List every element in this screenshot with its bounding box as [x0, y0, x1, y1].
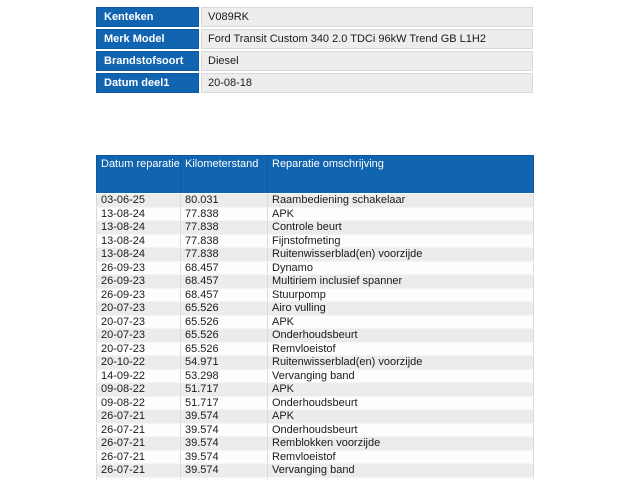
table-row: [97, 302, 534, 316]
cell-reparatie-omschrijving: Airo vulling: [268, 302, 534, 316]
table-row: [97, 342, 534, 356]
cell-kilometerstand: 39.574: [181, 464, 268, 478]
cell-reparatie-omschrijving: Onderhoudsbeurt: [268, 423, 534, 437]
vehicle-info-row: [96, 51, 533, 71]
vehicle-info-label: Kenteken: [96, 7, 199, 27]
cell-reparatie-omschrijving: Controle beurt: [268, 221, 534, 235]
table-row: [97, 410, 534, 424]
cell-reparatie-omschrijving: Raambediening schakelaar: [268, 194, 534, 208]
table-row: [97, 464, 534, 478]
cell-datum-reparatie: 26-07-21: [97, 423, 181, 437]
cell-reparatie-omschrijving: Ruitenwisserblad(en) voorzijde: [268, 356, 534, 370]
vehicle-info-label: Brandstofsoort: [96, 51, 199, 71]
cell-reparatie-omschrijving: APK: [268, 410, 534, 424]
cell-kilometerstand: 51.717: [181, 396, 268, 410]
cell-reparatie-omschrijving: Ruitenwisserblad(en) voorzijde: [268, 248, 534, 262]
cell-datum-reparatie: 26-07-21: [97, 464, 181, 478]
cell-reparatie-omschrijving: Onderhoudsbeurt: [268, 329, 534, 343]
cell-kilometerstand: 77.838: [181, 207, 268, 221]
cell-reparatie-omschrijving: Dynamo: [268, 261, 534, 275]
cell-datum-reparatie: 09-08-22: [97, 383, 181, 397]
cell-kilometerstand: 77.838: [181, 221, 268, 235]
cell-kilometerstand: 39.574: [181, 423, 268, 437]
cell-kilometerstand: 65.526: [181, 329, 268, 343]
cell-datum-reparatie: 26-09-23: [97, 275, 181, 289]
cell-kilometerstand: 68.457: [181, 275, 268, 289]
repair-history-table: [96, 155, 534, 480]
cell-datum-reparatie: 20-07-23: [97, 302, 181, 316]
repair-history-body: [97, 194, 534, 480]
cell-reparatie-omschrijving: Vervanging band: [268, 464, 534, 478]
table-row: [97, 369, 534, 383]
cell-kilometerstand: 51.717: [181, 383, 268, 397]
cell-datum-reparatie: 20-07-23: [97, 329, 181, 343]
vehicle-info-value: V089RK: [201, 7, 533, 27]
cell-reparatie-omschrijving: Fijnstofmeting: [268, 234, 534, 248]
vehicle-info-value: 20-08-18: [201, 73, 533, 93]
cell-kilometerstand: 39.574: [181, 437, 268, 451]
table-row: [97, 423, 534, 437]
cell-kilometerstand: 80.031: [181, 194, 268, 208]
vehicle-info-value: Diesel: [201, 51, 533, 71]
cell-datum-reparatie: 09-08-22: [97, 396, 181, 410]
table-row: [97, 437, 534, 451]
column-header-kilometerstand: Kilometerstand: [181, 156, 268, 194]
cell-kilometerstand: 54.971: [181, 356, 268, 370]
table-row: [97, 450, 534, 464]
cell-kilometerstand: 65.526: [181, 302, 268, 316]
vehicle-info-row: [96, 29, 533, 49]
cell-datum-reparatie: 26-09-23: [97, 288, 181, 302]
cell-datum-reparatie: 13-08-24: [97, 248, 181, 262]
table-row: [97, 207, 534, 221]
table-row: [97, 248, 534, 262]
cell-kilometerstand: 39.574: [181, 450, 268, 464]
cell-reparatie-omschrijving: Vervanging band: [268, 369, 534, 383]
vehicle-info-label: Datum deel1: [96, 73, 199, 93]
repair-history-header-row: [97, 156, 534, 194]
table-row: [97, 221, 534, 235]
table-row: [97, 261, 534, 275]
vehicle-info-value: Ford Transit Custom 340 2.0 TDCi 96kW Trend GB L1H2: [201, 29, 533, 49]
cell-datum-reparatie: 13-08-24: [97, 221, 181, 235]
table-row: [97, 275, 534, 289]
cell-datum-reparatie: 26-07-21: [97, 450, 181, 464]
table-row: [97, 396, 534, 410]
table-row: [97, 288, 534, 302]
cell-kilometerstand: 68.457: [181, 261, 268, 275]
cell-kilometerstand: 65.526: [181, 342, 268, 356]
column-header-datum-reparatie: Datum reparatie: [97, 156, 181, 194]
vehicle-info-label: Merk Model: [96, 29, 199, 49]
cell-reparatie-omschrijving: Multiriem inclusief spanner: [268, 275, 534, 289]
cell-reparatie-omschrijving: Stuurpomp: [268, 288, 534, 302]
cell-datum-reparatie: 20-07-23: [97, 342, 181, 356]
cell-datum-reparatie: 20-10-22: [97, 356, 181, 370]
cell-reparatie-omschrijving: APK: [268, 383, 534, 397]
cell-datum-reparatie: 13-08-24: [97, 234, 181, 248]
vehicle-info-row: [96, 7, 533, 27]
cell-kilometerstand: 68.457: [181, 288, 268, 302]
cell-datum-reparatie: 20-07-23: [97, 315, 181, 329]
table-row: [97, 383, 534, 397]
table-row: [97, 234, 534, 248]
table-row: [97, 194, 534, 208]
cell-datum-reparatie: 26-07-21: [97, 437, 181, 451]
cell-reparatie-omschrijving: Remvloeistof: [268, 450, 534, 464]
table-row: [97, 329, 534, 343]
cell-kilometerstand: 39.574: [181, 410, 268, 424]
cell-reparatie-omschrijving: APK: [268, 207, 534, 221]
cell-datum-reparatie: 14-09-22: [97, 369, 181, 383]
cell-reparatie-omschrijving: APK: [268, 315, 534, 329]
cell-datum-reparatie: 26-07-21: [97, 410, 181, 424]
cell-kilometerstand: 65.526: [181, 315, 268, 329]
table-row: [97, 356, 534, 370]
cell-reparatie-omschrijving: Onderhoudsbeurt: [268, 396, 534, 410]
cell-kilometerstand: 53.298: [181, 369, 268, 383]
column-header-reparatie-omschrijving: Reparatie omschrijving: [268, 156, 534, 194]
vehicle-info-body: [96, 7, 533, 93]
vehicle-info-row: [96, 73, 533, 93]
cell-datum-reparatie: 26-09-23: [97, 261, 181, 275]
cell-datum-reparatie: 13-08-24: [97, 207, 181, 221]
cell-kilometerstand: 77.838: [181, 248, 268, 262]
cell-datum-reparatie: 03-06-25: [97, 194, 181, 208]
cell-reparatie-omschrijving: Remvloeistof: [268, 342, 534, 356]
table-row: [97, 315, 534, 329]
cell-kilometerstand: 77.838: [181, 234, 268, 248]
cell-reparatie-omschrijving: Remblokken voorzijde: [268, 437, 534, 451]
vehicle-info-table: [94, 5, 535, 95]
